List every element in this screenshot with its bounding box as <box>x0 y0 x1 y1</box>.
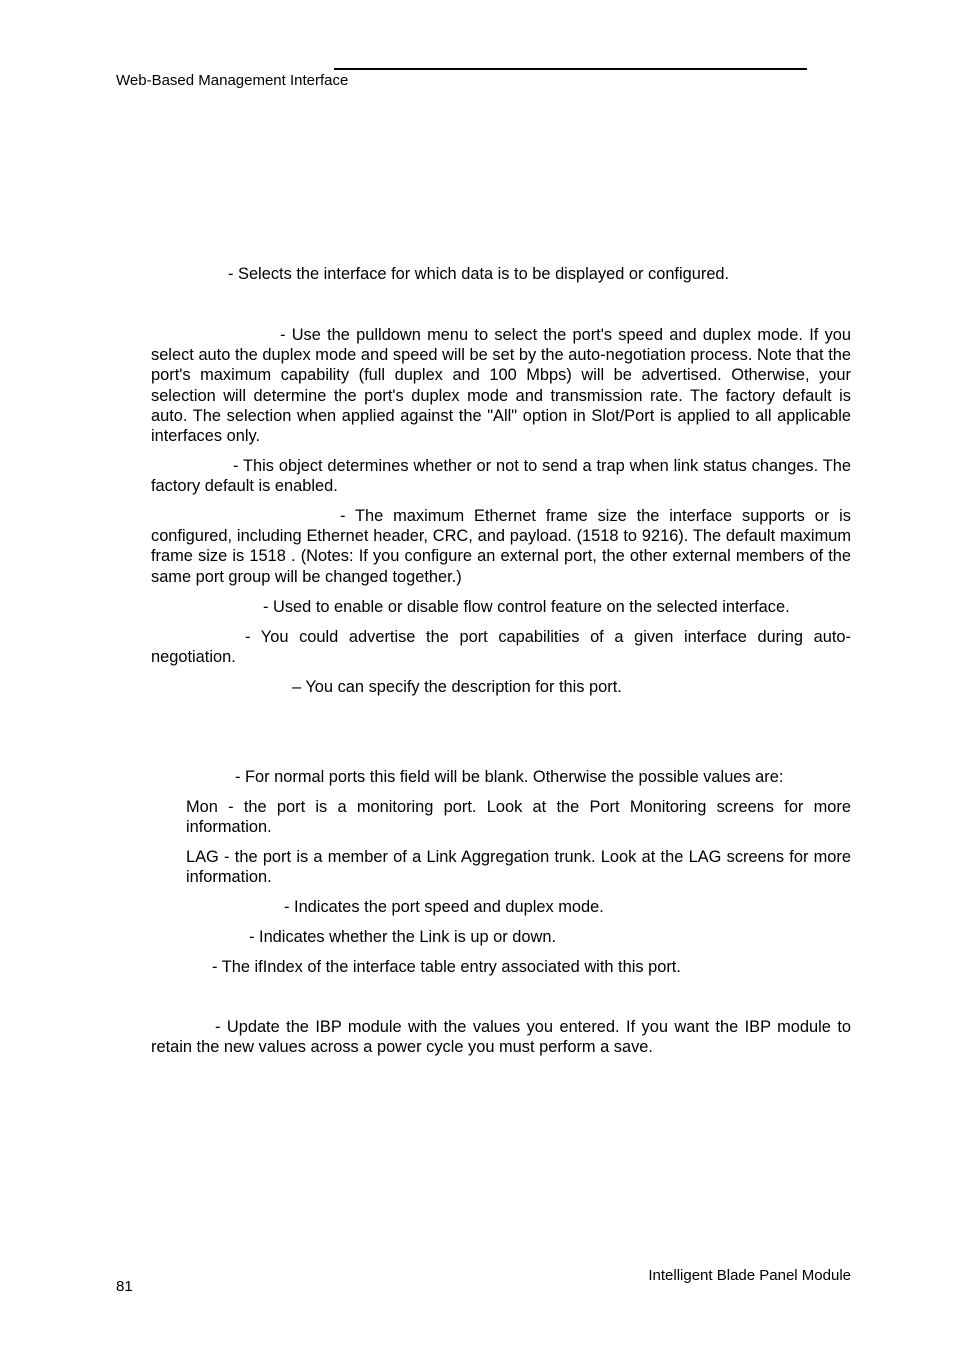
header-rule <box>334 68 807 70</box>
max-frame-size-description: - The maximum Ethernet frame size the interface supports or is configured, including Ethernet header, CRC, and payload. (1518 to 9216). The default maximum frame size is 1518 . (Notes: If you configure an external port, the other external members of the same port group will be changed together.) <box>151 507 851 586</box>
capabilities-description: - You could advertise the port capabilities of a given interface during auto-negotiation. <box>151 628 851 667</box>
submit-description: - Update the IBP module with the values you entered. If you want the IBP module to retain the new values across a power cycle you must perform a save. <box>151 1018 851 1057</box>
footer-product-name: Intelligent Blade Panel Module <box>648 1267 851 1284</box>
slot-port-description: - Selects the interface for which data is to be displayed or configured. <box>228 265 730 283</box>
link-trap-description: - This object determines whether or not to send a trap when link status changes. The factory default is enabled. <box>151 457 851 496</box>
speed-duplex-description: - Use the pulldown menu to select the port's speed and duplex mode. If you select auto the duplex mode and speed will be set by the auto-negotiation process. Note that the port's maximum capability (full duplex and 100 Mbps) will be advertised. Otherwise, your selection will determine the port's duplex mode and transmission rate. The factory default is auto. The selection when applied against the "All" option in Slot/Port is applied to all applicable interfaces only. <box>151 326 851 446</box>
port-description-description: – You can specify the description for this port. <box>292 678 622 696</box>
running-header: Web-Based Management Interface <box>116 72 349 89</box>
port-type-mon-item: Mon - the port is a monitoring port. Look at the Port Monitoring screens for more information. <box>186 798 851 837</box>
port-type-description: - For normal ports this field will be blank. Otherwise the possible values are: <box>235 768 784 786</box>
ifindex-description: - The ifIndex of the interface table entry associated with this port. <box>212 958 681 976</box>
port-type-lag-item: LAG - the port is a member of a Link Aggregation trunk. Look at the LAG screens for more information. <box>186 848 851 887</box>
page-number: 81 <box>116 1278 133 1295</box>
flow-control-description: - Used to enable or disable flow control feature on the selected interface. <box>263 598 790 616</box>
physical-status-description: - Indicates the port speed and duplex mode. <box>284 898 604 916</box>
link-status-description: - Indicates whether the Link is up or down. <box>249 928 557 946</box>
